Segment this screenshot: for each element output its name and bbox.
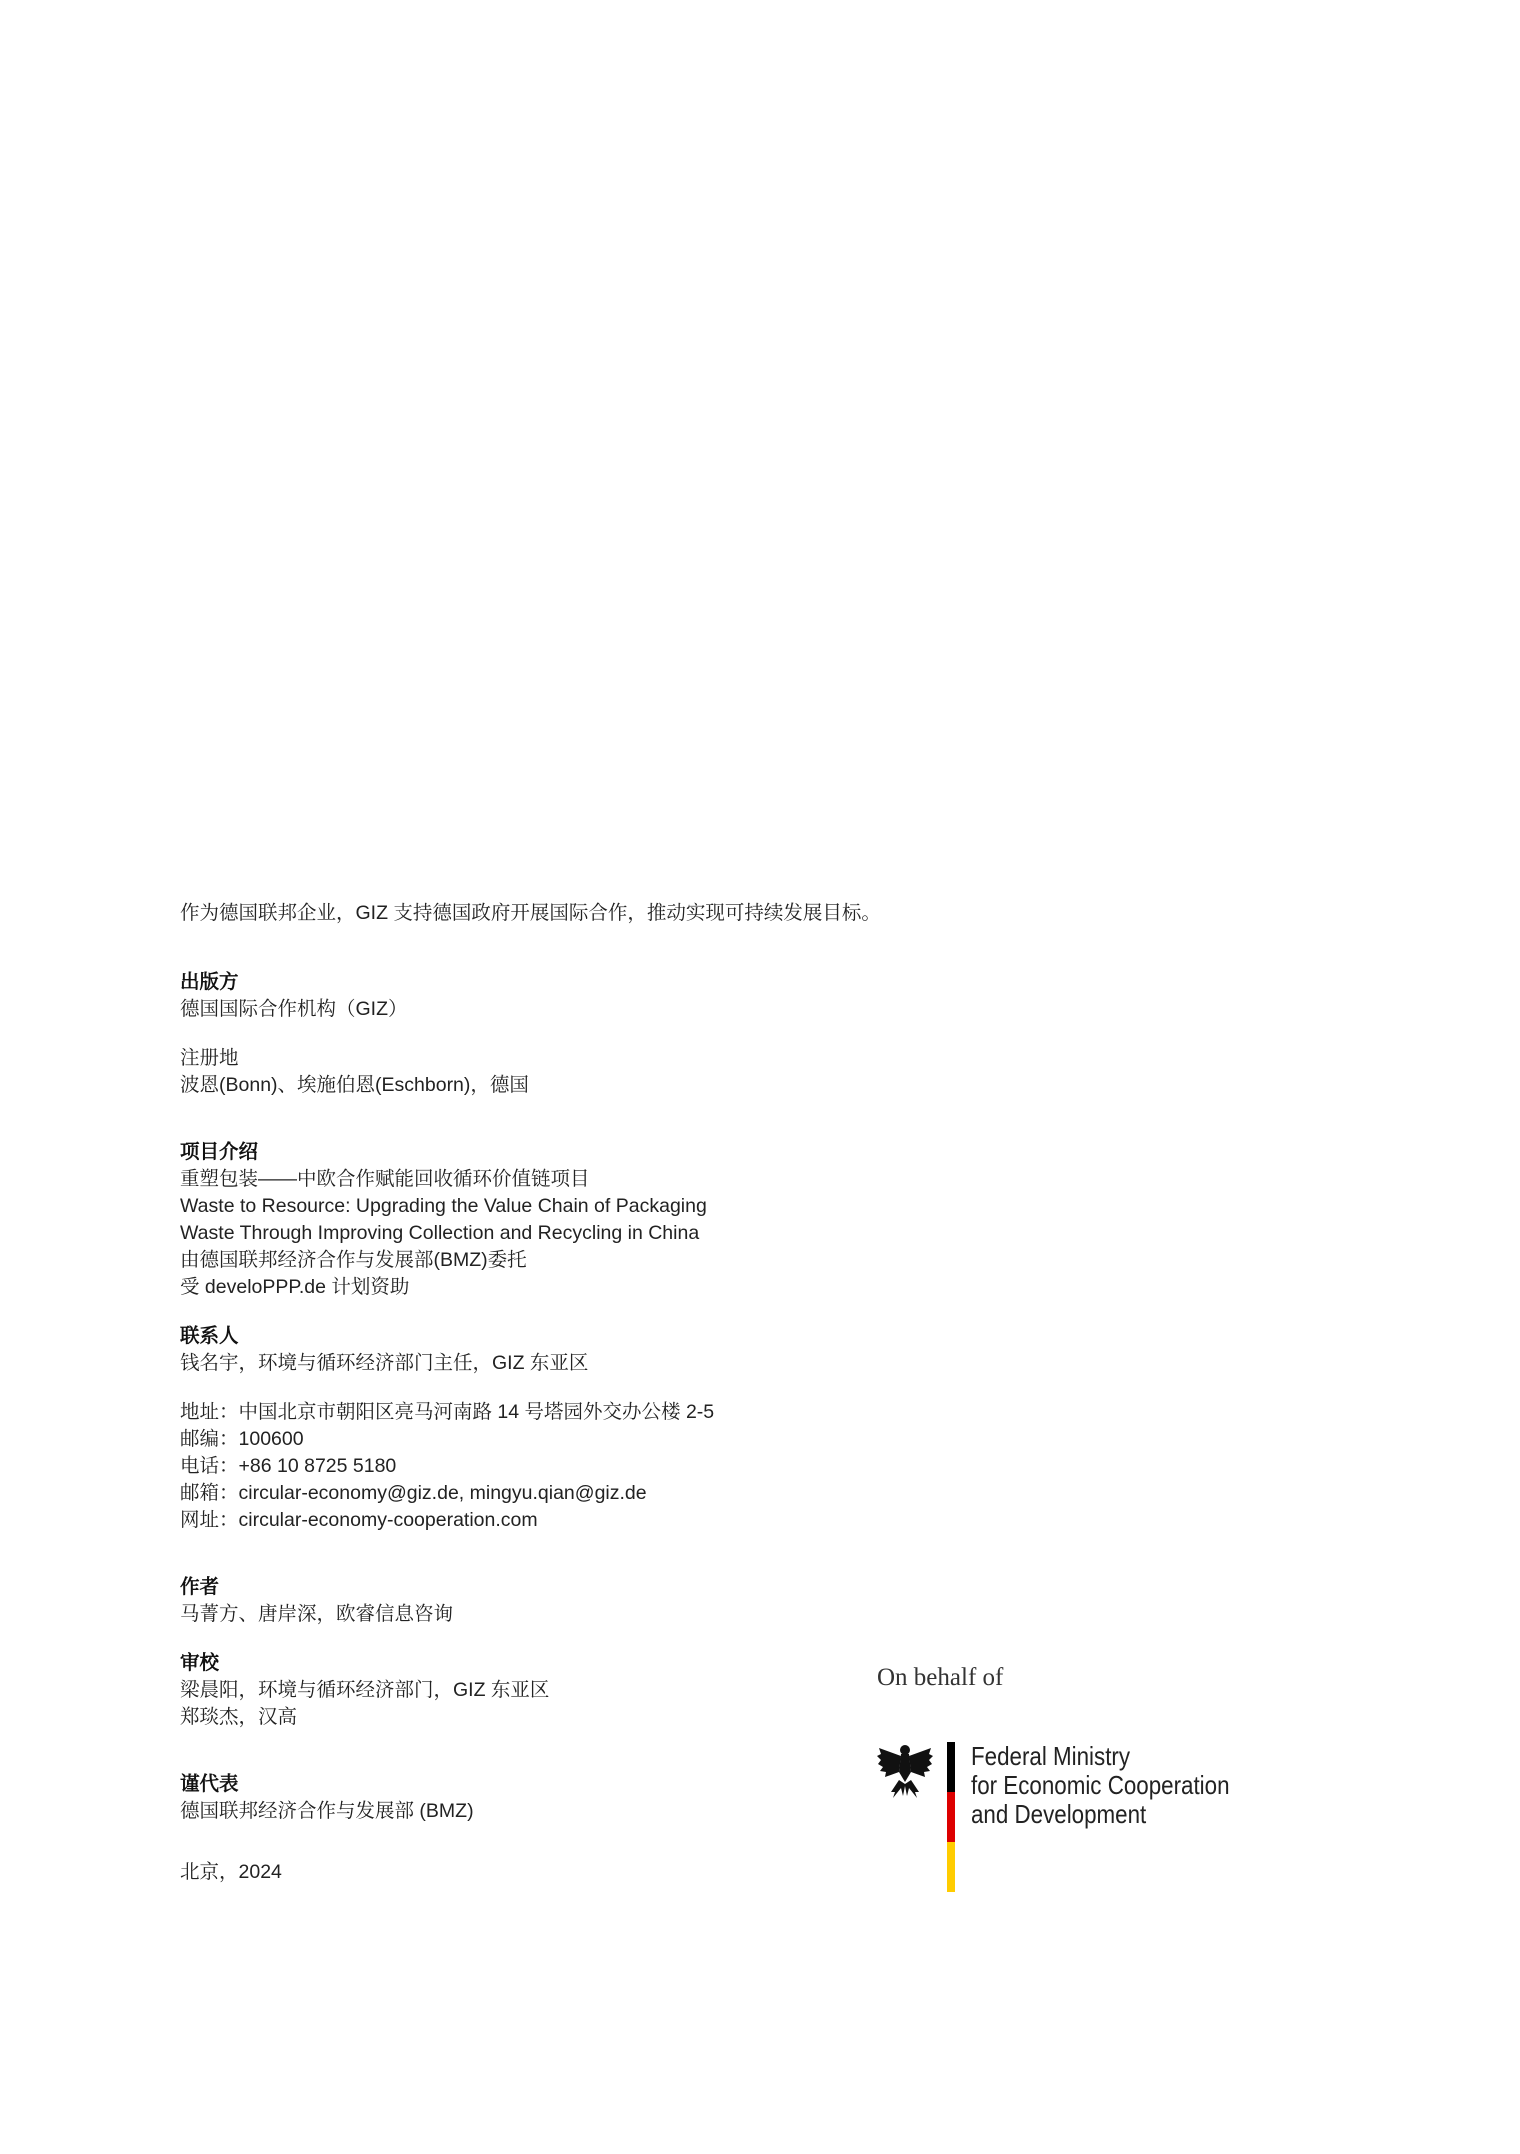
place-date: 北京，2024: [180, 1861, 282, 1883]
registered-value: 波恩(Bonn)、埃施伯恩(Eschborn)，德国: [180, 1074, 529, 1096]
project-line: 由德国联邦经济合作与发展部(BMZ)委托: [180, 1249, 527, 1271]
flag-red-stripe: [947, 1792, 955, 1842]
contact-address: 地址：中国北京市朝阳区亮马河南路 14 号塔园外交办公楼 2-5: [180, 1401, 715, 1423]
contact-phone: 电话：+86 10 8725 5180: [180, 1455, 397, 1477]
authors-heading: 作者: [180, 1576, 220, 1598]
contact-website: 网址：circular-economy-cooperation.com: [180, 1509, 538, 1531]
on-behalf-of-text: On behalf of: [877, 1664, 1004, 1691]
ministry-name-line: for Economic Cooperation: [971, 1770, 1230, 1800]
registered-label: 注册地: [180, 1047, 239, 1069]
federal-eagle-icon: [877, 1742, 933, 1800]
review-line: 郑琰杰，汉高: [180, 1706, 298, 1728]
authors-names: 马菁方、唐岸深，欧睿信息咨询: [180, 1603, 454, 1625]
project-heading: 项目介绍: [180, 1141, 259, 1163]
review-line: 梁晨阳，环境与循环经济部门，GIZ 东亚区: [180, 1679, 550, 1701]
contact-heading: 联系人: [180, 1325, 239, 1347]
project-line: Waste Through Improving Collection and Recycling in China: [180, 1222, 700, 1244]
flag-gold-stripe: [947, 1842, 955, 1892]
review-heading: 审校: [180, 1652, 220, 1674]
project-line: 重塑包装——中欧合作赋能回收循环价值链项目: [180, 1168, 590, 1190]
on-behalf-name: 德国联邦经济合作与发展部 (BMZ): [180, 1800, 474, 1822]
on-behalf-heading: 谨代表: [180, 1773, 239, 1795]
publisher-name: 德国国际合作机构（GIZ）: [180, 998, 408, 1020]
german-flag-bar: [947, 1742, 955, 1892]
intro-text: 作为德国联邦企业，GIZ 支持德国政府开展国际合作，推动实现可持续发展目标。: [180, 902, 881, 924]
ministry-name-line: and Development: [971, 1799, 1147, 1829]
ministry-name-line: Federal Ministry: [971, 1741, 1131, 1771]
project-line: 受 develoPPP.de 计划资助: [180, 1276, 410, 1298]
contact-person: 钱名宇，环境与循环经济部门主任，GIZ 东亚区: [180, 1352, 589, 1374]
ministry-name: [971, 1742, 1230, 1829]
flag-black-stripe: [947, 1742, 955, 1792]
publisher-heading: 出版方: [180, 971, 239, 993]
project-line: Waste to Resource: Upgrading the Value Chain of Packaging: [180, 1195, 707, 1217]
contact-email: 邮箱：circular-economy@giz.de, mingyu.qian@giz.de: [180, 1482, 647, 1504]
bmz-logo: [877, 1664, 1297, 1904]
contact-postcode: 邮编：100600: [180, 1428, 304, 1450]
